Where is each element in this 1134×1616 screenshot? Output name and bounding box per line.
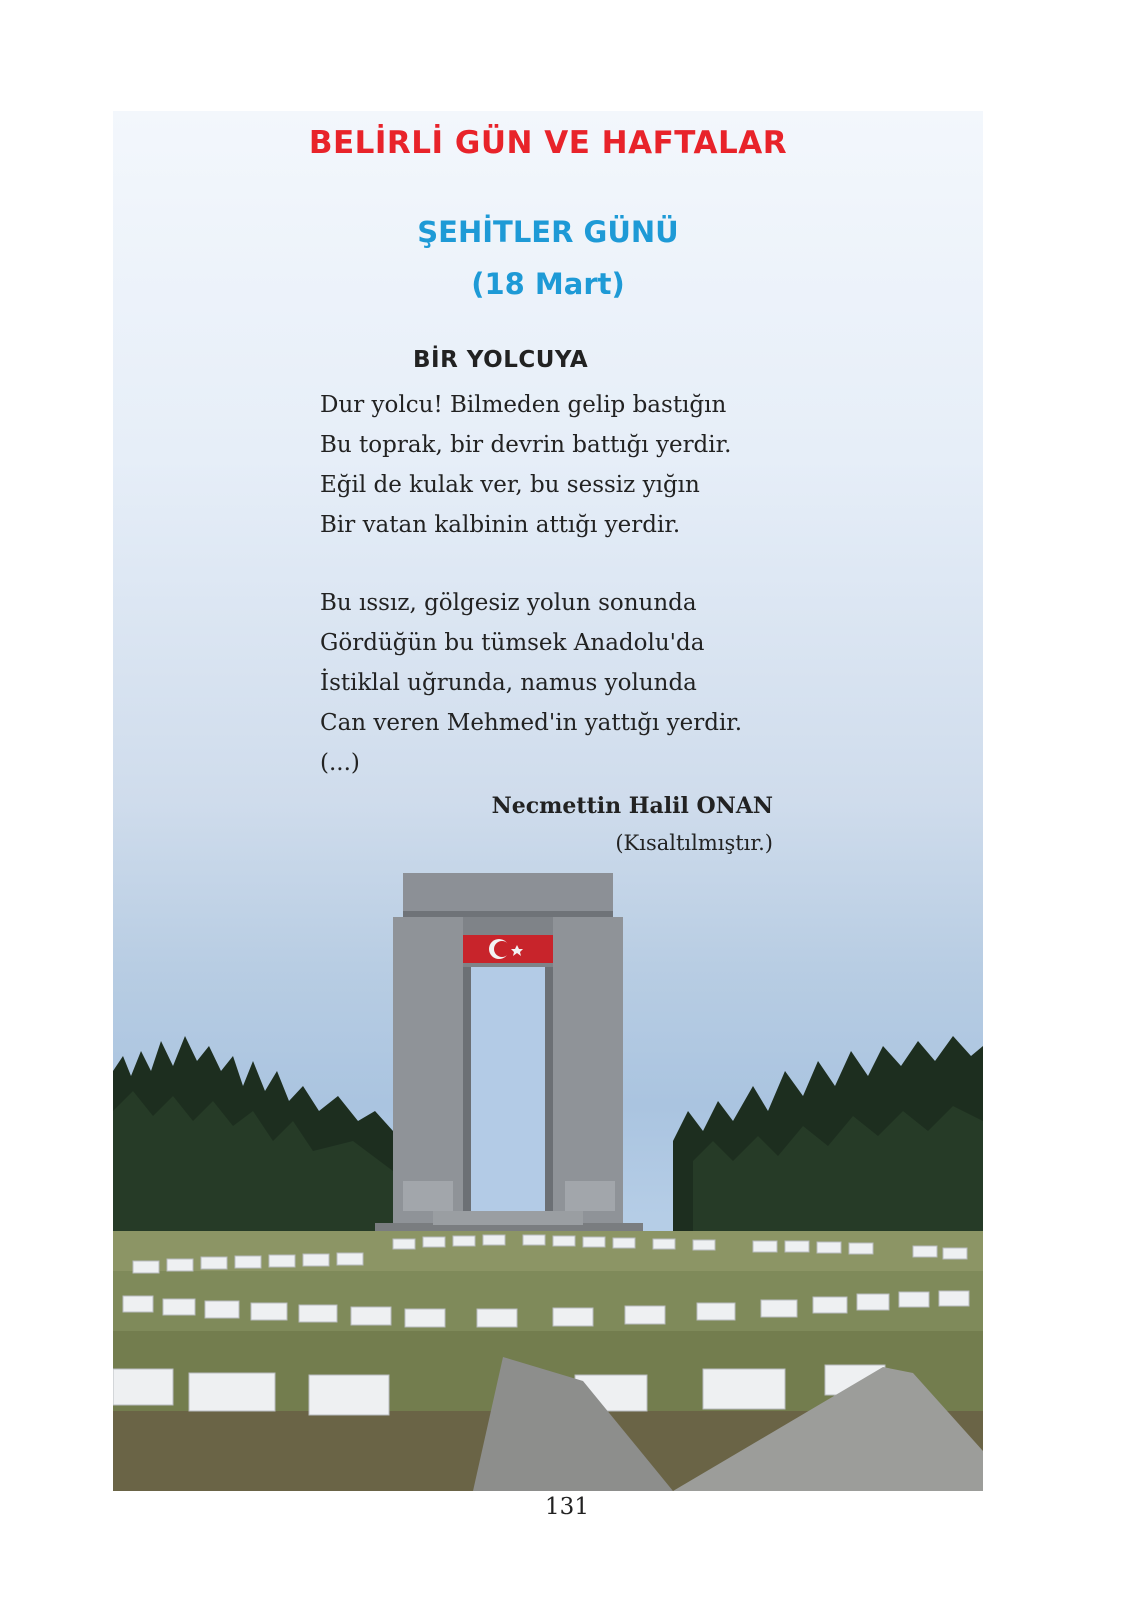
poem-line: Eğil de kulak ver, bu sessiz yığın: [320, 472, 700, 498]
page-number: 131: [545, 1494, 589, 1520]
poem-line: Bu ıssız, gölgesiz yolun sonunda: [320, 590, 697, 616]
right-trees: [673, 1036, 983, 1261]
poem-line: İstiklal uğrunda, namus yolunda: [320, 670, 697, 696]
poem-title: BİR YOLCUYA: [413, 347, 589, 373]
poem-line: Bir vatan kalbinin attığı yerdir.: [320, 512, 681, 538]
poem-line: (...): [320, 750, 360, 776]
poem-author: Necmettin Halil ONAN: [491, 793, 773, 819]
page-panel: [113, 111, 983, 1491]
poem-line: Gördüğün bu tümsek Anadolu'da: [320, 630, 705, 656]
poem-line: Bu toprak, bir devrin battığı yerdir.: [320, 432, 732, 458]
abridged-note: (Kısaltılmıştır.): [615, 831, 773, 855]
stanza-gap: [320, 545, 880, 583]
poem-body: [320, 385, 880, 783]
memorial-monument: [375, 873, 643, 1235]
day-title: ŞEHİTLER GÜNÜ: [417, 215, 679, 249]
poem-line: Dur yolcu! Bilmeden gelip bastığın: [320, 392, 727, 418]
day-date: (18 Mart): [471, 267, 625, 301]
section-title: BELİRLİ GÜN VE HAFTALAR: [308, 125, 788, 161]
left-trees: [113, 1036, 403, 1261]
poem-line: Can veren Mehmed'in yattığı yerdir.: [320, 710, 743, 736]
